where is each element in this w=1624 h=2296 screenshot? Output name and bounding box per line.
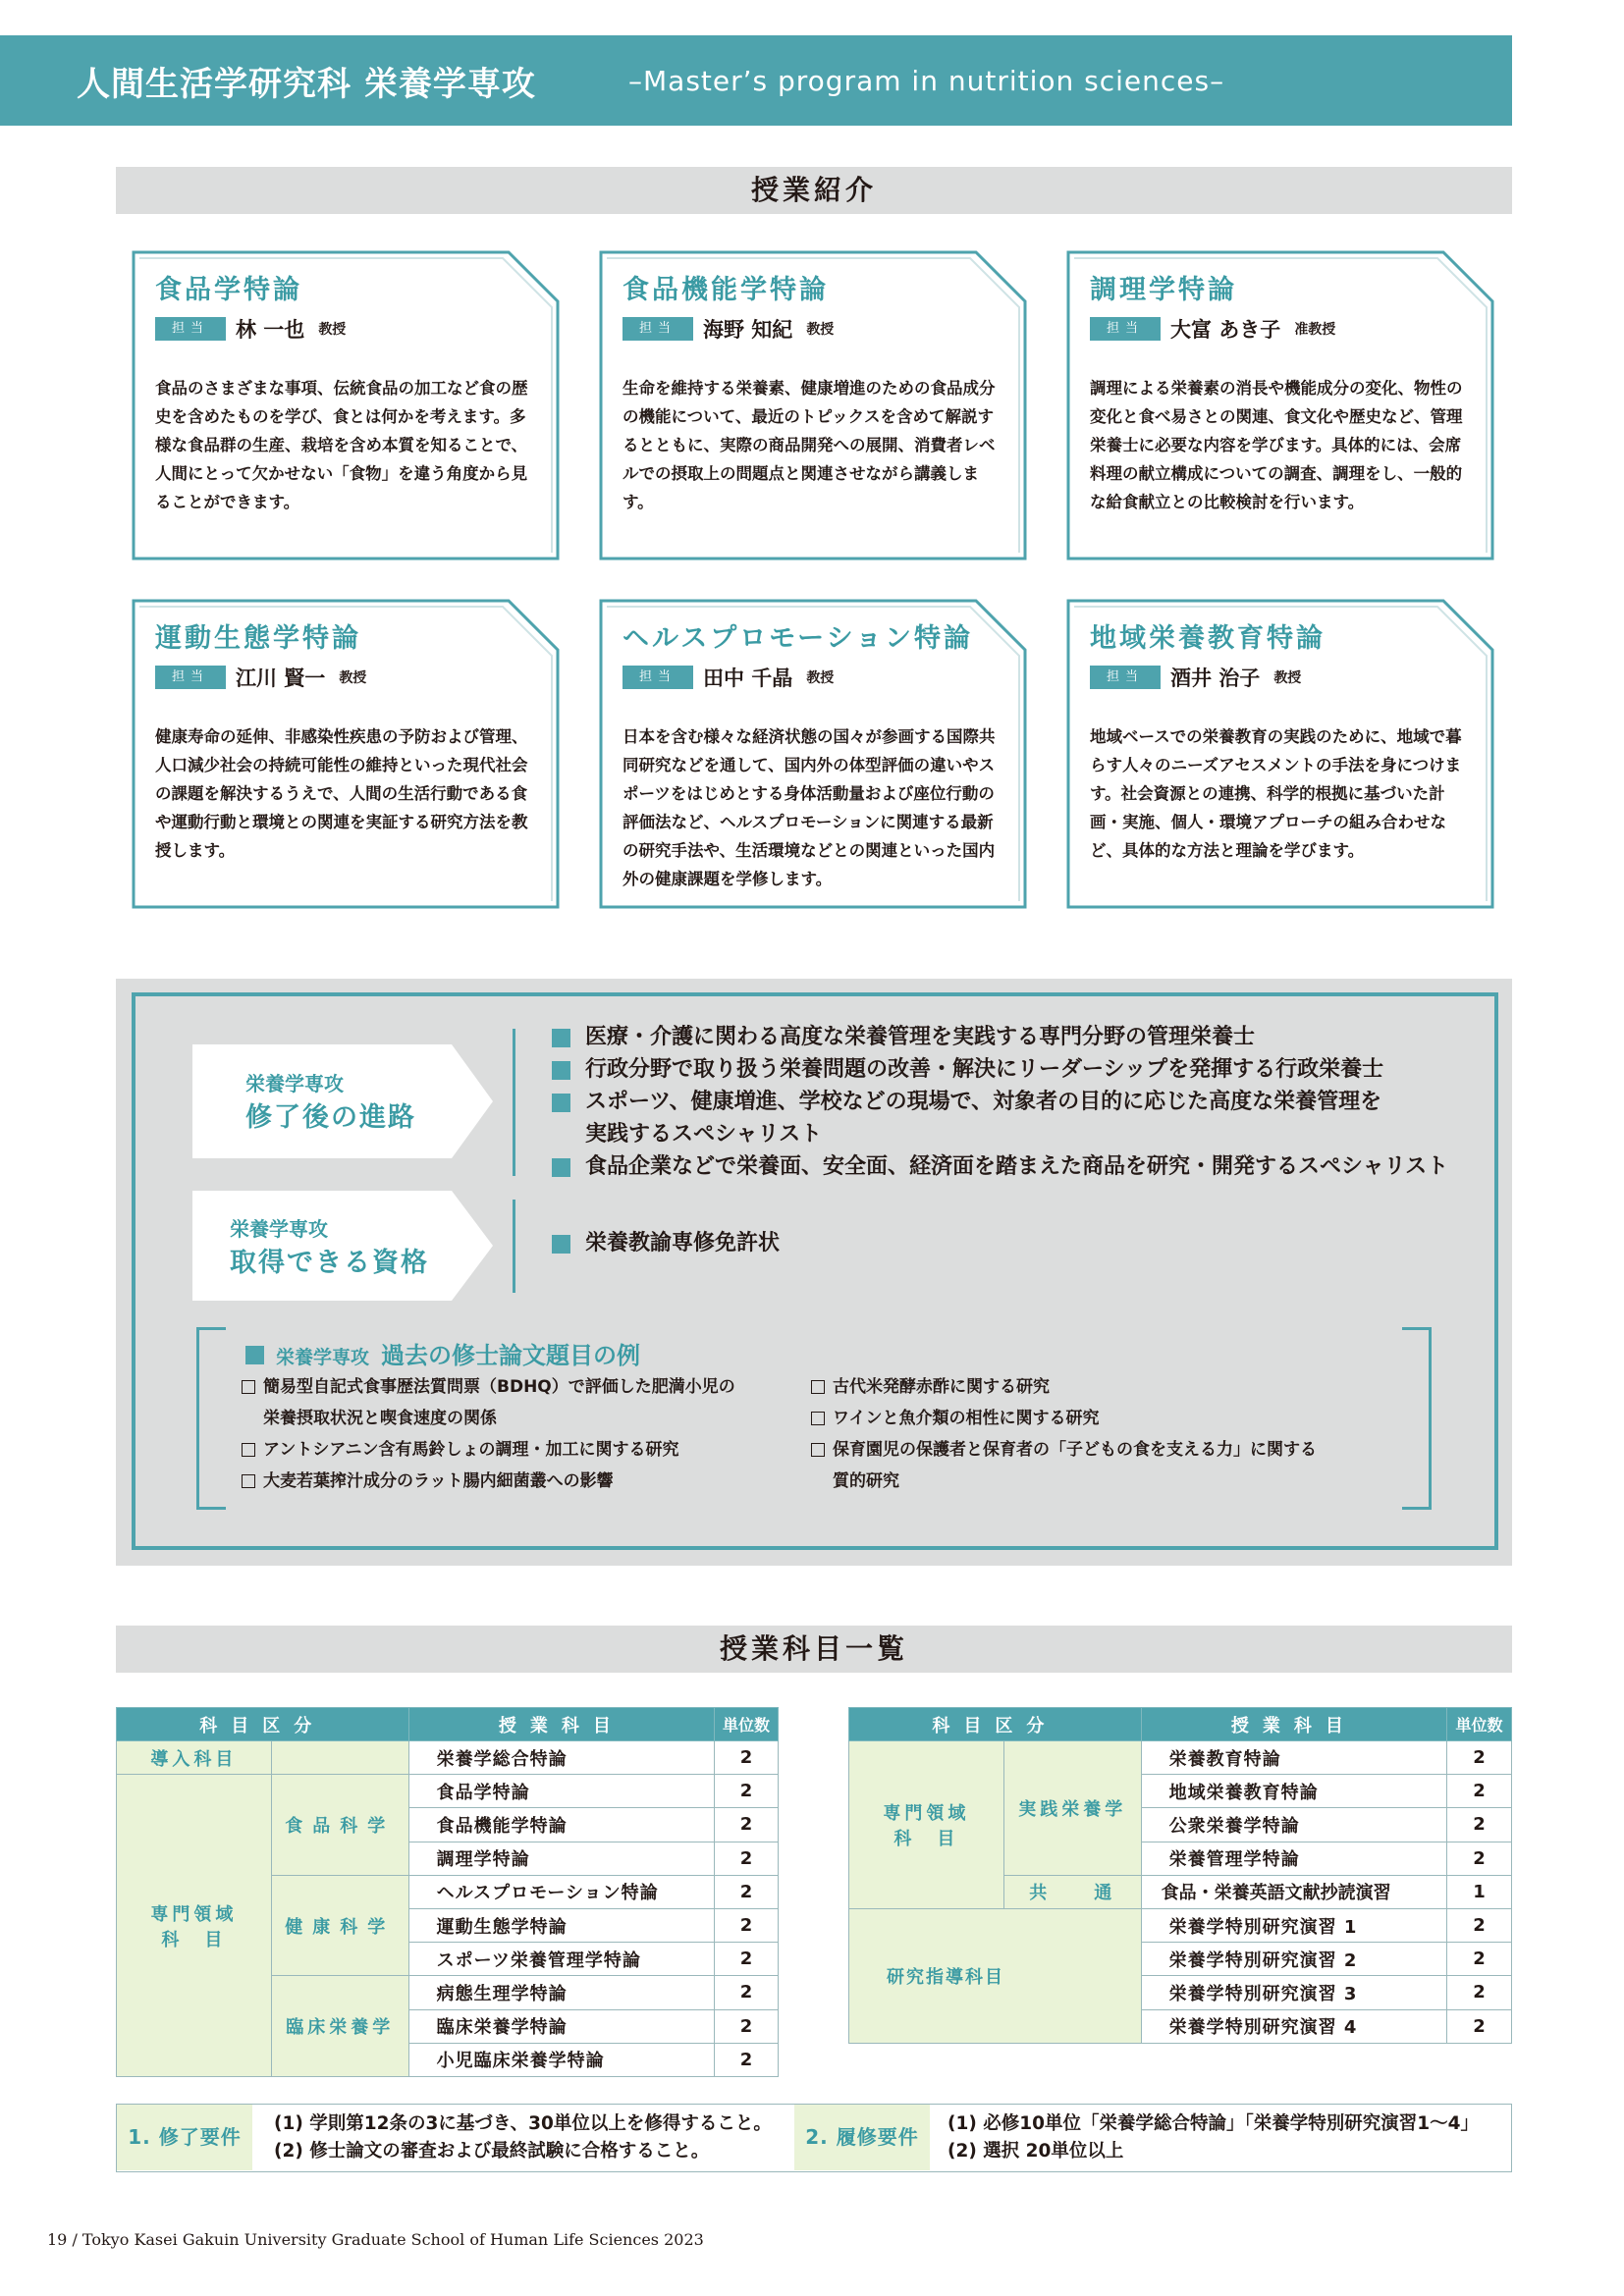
- course-staff: [1090, 315, 1335, 343]
- career-item: スポーツ、健康増進、学校などの現場で、対象者の目的に応じた高度な栄養管理を: [552, 1086, 1448, 1118]
- subject-name: 栄養教育特論: [1141, 1741, 1446, 1775]
- course-requirement-line: (1) 必修10単位「栄養学総合特論」「栄養学特別研究演習1～4」: [947, 2113, 1479, 2134]
- staff-name: 大富 あき子: [1170, 318, 1281, 342]
- subject-units: 2: [1447, 1842, 1512, 1875]
- course-staff: [155, 315, 346, 343]
- square-bullet-icon: [245, 1346, 264, 1364]
- course-card: [1066, 250, 1494, 561]
- course-requirement-text: [947, 2110, 1479, 2165]
- requirements-box: [116, 2104, 1512, 2172]
- course-description: 日本を含む様々な経済状態の国々が参画する国際共同研究などを通して、国内外の体型評価の違いやスポーツをはじめとする身体活動量および座位行動の評価法など、ヘルスプロモーションに関連する最新の研究手法や、生活環境などとの関連といった国内外の健康課題を学修します。: [623, 727, 996, 888]
- staff-name: 林 一也: [236, 318, 305, 342]
- course-staff: [623, 315, 834, 343]
- subjects-table-right: [848, 1707, 1512, 2044]
- career-item-continued: 実践するスペシャリスト: [585, 1122, 823, 1147]
- qualification-divider: [513, 1200, 515, 1293]
- subject-units: 2: [715, 1741, 779, 1775]
- header-category: 科目区分: [117, 1708, 409, 1741]
- thesis-item-continued: 質的研究: [833, 1471, 899, 1491]
- subcategory-health-science: 健康科学: [271, 1875, 408, 1976]
- category-intro: 導入科目: [117, 1741, 272, 1775]
- subject-name: 公衆栄養学特論: [1141, 1808, 1446, 1842]
- category-specialized-line1: 専門領域: [150, 1903, 238, 1925]
- subject-name: 運動生態学特論: [408, 1908, 714, 1942]
- subject-name: 地域栄養教育特論: [1141, 1775, 1446, 1808]
- table-row: [117, 1741, 779, 1775]
- subject-name: 栄養学特別研究演習 1: [1141, 1908, 1446, 1942]
- career-divider: [513, 1029, 515, 1176]
- page-footer: 19 / Tokyo Kasei Gakuin University Graduate School of Human Life Sciences 2023: [47, 2230, 704, 2249]
- subcategory-common: 共 通: [1003, 1875, 1141, 1908]
- staff-name: 田中 千晶: [703, 667, 793, 690]
- subject-name: 臨床栄養学特論: [408, 2009, 714, 2043]
- page-title: 人間生活学研究科 栄養学専攻: [77, 65, 536, 104]
- staff-name: 酒井 治子: [1170, 667, 1261, 690]
- course-name: 食品学特論: [155, 275, 302, 305]
- subject-name: 食品機能学特論: [408, 1808, 714, 1842]
- subject-name: 栄養管理学特論: [1141, 1842, 1446, 1875]
- course-card: [132, 250, 560, 561]
- subject-name: 食品学特論: [408, 1775, 714, 1808]
- staff-rank: 教授: [339, 670, 367, 686]
- subject-units: 2: [1447, 1808, 1512, 1842]
- subject-name: 栄養学総合特論: [408, 1741, 714, 1775]
- subject-units: 2: [715, 2009, 779, 2043]
- thesis-heading: [245, 1336, 640, 1370]
- course-name: 運動生態学特論: [155, 623, 361, 654]
- category-specialized: [117, 1775, 272, 2077]
- subject-units: 2: [715, 1943, 779, 1976]
- subject-units: 2: [715, 1976, 779, 2009]
- table-row: [117, 1775, 779, 1808]
- thesis-heading-main: 過去の修士論文題目の例: [381, 1342, 641, 1369]
- career-item: 食品企業などで栄養面、安全面、経済面を踏まえた商品を研究・開発するスペシャリスト: [552, 1150, 1448, 1183]
- table-row: [849, 1741, 1512, 1775]
- thesis-item-continued: 栄養摂取状況と喫食速度の関係: [263, 1409, 497, 1428]
- course-card: [132, 599, 560, 909]
- subject-units: 2: [715, 1908, 779, 1942]
- thesis-bracket-right: [1402, 1327, 1432, 1510]
- staff-rank: 准教授: [1294, 322, 1336, 338]
- thesis-item: アントシアニン含有馬鈴しょの調理・加工に関する研究: [242, 1434, 735, 1466]
- subject-units: 2: [1447, 1775, 1512, 1808]
- course-requirement-line: (2) 選択 20単位以上: [947, 2141, 1124, 2162]
- staff-rank: 教授: [806, 322, 835, 338]
- completion-requirement-line: (2) 修士論文の審査および最終試験に合格すること。: [274, 2141, 710, 2162]
- course-staff: [155, 664, 366, 691]
- qualification-label-small: 栄養学専攻: [230, 1217, 328, 1241]
- staff-tag: 担当: [155, 317, 226, 341]
- staff-tag: 担当: [155, 666, 226, 689]
- subject-name: 栄養学特別研究演習 3: [1141, 1976, 1446, 2009]
- course-card: [599, 599, 1027, 909]
- completion-requirement-line: (1) 学則第12条の3に基づき、30単位以上を修得すること。: [274, 2113, 772, 2134]
- subject-name: 小児臨床栄養学特論: [408, 2043, 714, 2076]
- staff-rank: 教授: [318, 322, 347, 338]
- table-row: [849, 1908, 1512, 1942]
- subject-units: 2: [1447, 1741, 1512, 1775]
- staff-rank: 教授: [806, 670, 835, 686]
- subject-units: 2: [715, 1808, 779, 1842]
- subjects-section-title: 授業科目一覧: [116, 1626, 1512, 1673]
- subject-units: 2: [1447, 1976, 1512, 2009]
- career-list: [552, 1021, 1448, 1183]
- table-header-row: [117, 1708, 779, 1741]
- course-name: 食品機能学特論: [623, 275, 829, 305]
- course-name: 地域栄養教育特論: [1090, 623, 1326, 654]
- intro-section-title: 授業紹介: [116, 167, 1512, 214]
- course-name: 調理学特論: [1090, 275, 1237, 305]
- header-units: 単位数: [715, 1708, 779, 1741]
- subject-units: 2: [715, 2043, 779, 2076]
- subject-name: 栄養学特別研究演習 2: [1141, 1943, 1446, 1976]
- thesis-heading-small: 栄養学専攻: [276, 1347, 370, 1368]
- thesis-item: 保育園児の保護者と保育者の「子どもの食を支える力」に関する: [811, 1434, 1317, 1466]
- subcategory-food-science: 食品科学: [271, 1775, 408, 1876]
- category-specialized: [849, 1741, 1004, 1909]
- page-header: [0, 35, 1512, 126]
- course-requirement-label: 2. 履修要件: [794, 2105, 930, 2170]
- subcategory-practical-nutrition: 実践栄養学: [1003, 1741, 1141, 1876]
- category-research-guidance: 研究指導科目: [849, 1908, 1142, 2043]
- career-label-big: 修了後の進路: [245, 1102, 416, 1133]
- staff-tag: 担当: [1090, 317, 1161, 341]
- thesis-item: ワインと魚介類の相性に関する研究: [811, 1403, 1317, 1434]
- subject-units: 1: [1447, 1875, 1512, 1908]
- header-subject: 授業科目: [1141, 1708, 1446, 1741]
- subject-units: 2: [1447, 2009, 1512, 2043]
- category-specialized-line1: 専門領域: [883, 1802, 970, 1824]
- category-specialized-line2: 科 目: [893, 1828, 959, 1849]
- staff-rank: 教授: [1273, 670, 1302, 686]
- staff-name: 海野 知紀: [703, 318, 793, 342]
- qualification-list: [552, 1227, 780, 1259]
- subject-name: 栄養学特別研究演習 4: [1141, 2009, 1446, 2043]
- header-subject: 授業科目: [408, 1708, 714, 1741]
- course-name: ヘルスプロモーション特論: [623, 623, 974, 654]
- course-staff: [1090, 664, 1301, 691]
- thesis-item: 大麦若葉搾汁成分のラット腸内細菌叢への影響: [242, 1466, 735, 1497]
- category-specialized-line2: 科 目: [161, 1929, 227, 1950]
- page-subtitle: –Master’s program in nutrition sciences–: [628, 65, 1225, 97]
- header-units: 単位数: [1447, 1708, 1512, 1741]
- subcategory-clinical-nutrition: 臨床栄養学: [271, 1976, 408, 2077]
- course-card: [1066, 599, 1494, 909]
- completion-requirement-text: [274, 2110, 772, 2165]
- thesis-item: 簡易型自記式食事歴法質問票（BDHQ）で評価した肥満小児の: [242, 1371, 735, 1403]
- category-blank: [271, 1741, 408, 1775]
- subject-units: 2: [715, 1875, 779, 1908]
- course-description: 生命を維持する栄養素、健康増進のための食品成分の機能について、最近のトピックスを含めて解説するとともに、実際の商品開発への展開、消費者レベルでの摂取上の問題点と関連させながら講義します。: [623, 379, 996, 511]
- header-category: 科目区分: [849, 1708, 1142, 1741]
- course-description: 食品のさまざまな事項、伝統食品の加工など食の歴史を含めたものを学び、食とは何かを考えます。多様な食品群の生産、栽培を含め本質を知ることで、人間にとって欠かせない「食物」を違う角度から見ることができます。: [155, 379, 528, 511]
- career-label-small: 栄養学専攻: [245, 1072, 344, 1095]
- subjects-table-left: [116, 1707, 779, 2077]
- thesis-item: 古代米発酵赤酢に関する研究: [811, 1371, 1317, 1403]
- course-staff: [623, 664, 834, 691]
- course-description: 健康寿命の延伸、非感染性疾患の予防および管理、人口減少社会の持続可能性の維持といった現代社会の課題を解決するうえで、人間の生活行動である食や運動行動と環境との関連を実証する研究方法を教授します。: [155, 727, 528, 860]
- subject-name: 調理学特論: [408, 1842, 714, 1875]
- subject-units: 2: [715, 1842, 779, 1875]
- course-description: 地域ベースでの栄養教育の実践のために、地域で暮らす人々のニーズアセスメントの手法を身につけます。社会資源との連携、科学的根拠に基づいた計画・実施、個人・環境アプローチの組み合わせなど、具体的な方法と理論を学びます。: [1090, 727, 1462, 860]
- staff-tag: 担当: [1090, 666, 1161, 689]
- qualification-label-big: 取得できる資格: [230, 1248, 429, 1278]
- thesis-bracket-left: [196, 1327, 226, 1510]
- subject-units: 2: [715, 1775, 779, 1808]
- course-card: [599, 250, 1027, 561]
- subject-name: 食品・栄養英語文献抄読演習: [1141, 1875, 1446, 1908]
- staff-tag: 担当: [623, 666, 693, 689]
- career-item: 医療・介護に関わる高度な栄養管理を実践する専門分野の管理栄養士: [552, 1021, 1448, 1053]
- subject-name: スポーツ栄養管理学特論: [408, 1943, 714, 1976]
- thesis-list-right: [811, 1371, 1317, 1497]
- staff-name: 江川 賢一: [236, 667, 326, 690]
- career-item: 行政分野で取り扱う栄養問題の改善・解決にリーダーシップを発揮する行政栄養士: [552, 1053, 1448, 1086]
- subject-name: 病態生理学特論: [408, 1976, 714, 2009]
- qualification-item: 栄養教諭専修免許状: [552, 1227, 780, 1259]
- subject-units: 2: [1447, 1943, 1512, 1976]
- completion-requirement-label: 1. 修了要件: [117, 2105, 252, 2170]
- table-header-row: [849, 1708, 1512, 1741]
- subject-name: ヘルスプロモーション特論: [408, 1875, 714, 1908]
- staff-tag: 担当: [623, 317, 693, 341]
- course-description: 調理による栄養素の消長や機能成分の変化、物性の変化と食べ易さとの関連、食文化や歴史など、管理栄養士に必要な内容を学びます。具体的には、会席料理の献立構成についての調査、調理をし、一般的な給食献立との比較検討を行います。: [1090, 379, 1463, 511]
- thesis-list-left: [242, 1371, 735, 1497]
- subject-units: 2: [1447, 1908, 1512, 1942]
